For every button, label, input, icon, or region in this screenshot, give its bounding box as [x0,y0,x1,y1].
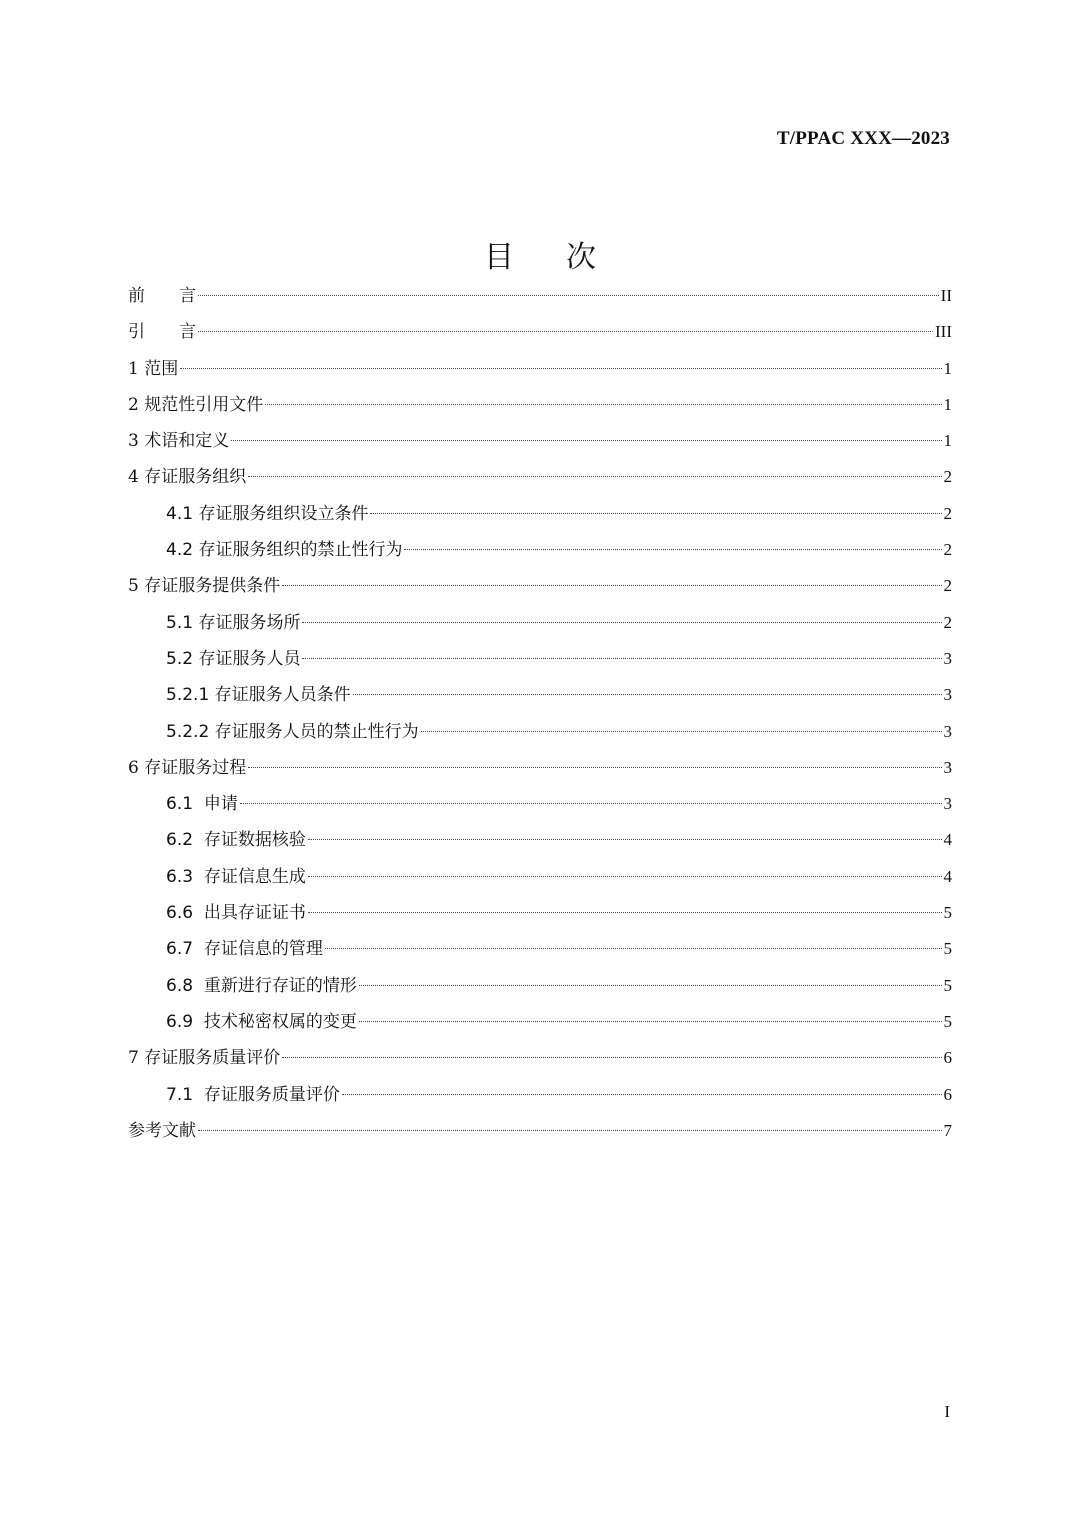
toc-entry-label: 6.8 重新进行存证的情形 [166,975,357,996]
toc-dot-leader [248,767,941,768]
toc-entry-page: 5 [943,1011,952,1031]
toc-entry[interactable] [128,459,952,495]
toc-entry-label: 4.2 存证服务组织的禁止性行为 [166,540,403,561]
toc-entry-label: 4 存证服务组织 [128,467,247,488]
toc-entry[interactable] [128,750,952,786]
toc-entry-label: 前 言 [128,286,196,306]
toc-entry-page: 7 [943,1120,952,1140]
toc-entry[interactable] [128,786,952,822]
toc-entry[interactable] [128,968,952,1004]
toc-entry[interactable] [128,931,952,967]
toc-dot-leader [248,476,941,477]
toc-entry[interactable] [128,822,952,858]
toc-entry-label: 6.3 存证信息生成 [166,866,306,887]
toc-entry-label: 7.1 存证服务质量评价 [166,1084,340,1105]
toc-entry-page: 3 [943,648,952,668]
toc-entry-page: 1 [943,431,952,451]
toc-entry-page: 3 [943,794,952,814]
toc-entry-label: 6.2 存证数据核验 [166,830,306,851]
page-title: 目次 [484,240,648,275]
toc-entry-page: 4 [943,866,952,886]
toc-entry-label: 参考文献 [128,1120,196,1141]
toc-dot-leader [308,912,942,913]
toc-entry-page: 1 [943,358,952,378]
toc-entry-page: 3 [943,685,952,705]
toc-dot-leader [421,731,942,732]
toc-entry-page: 3 [943,721,952,741]
toc-entry[interactable] [128,1004,952,1040]
toc-dot-leader [282,1057,941,1058]
toc-entry-label: 引 言 [128,322,196,343]
toc-dot-leader [198,295,939,296]
toc-entry-page: III [935,322,952,342]
toc-dot-leader [180,368,941,369]
toc-dot-leader [240,803,942,804]
toc-entry-page: 2 [943,467,952,487]
toc-entry-label: 5.1 存证服务场所 [166,612,301,633]
toc-entry[interactable] [128,532,952,568]
toc-entry[interactable] [128,1040,952,1076]
toc-entry-page: II [940,286,952,305]
toc-entry-page: 2 [943,540,952,560]
toc-entry[interactable] [128,895,952,931]
toc-entry-page: 3 [943,757,952,777]
toc-entry-page: 6 [943,1048,952,1068]
toc-entry[interactable] [128,387,952,423]
toc-dot-leader [198,331,933,332]
toc-entry-page: 2 [943,612,952,632]
toc-dot-leader [282,585,941,586]
toc-entry[interactable] [128,641,952,677]
toc-entry-label: 6.6 出具存证证书 [166,903,306,924]
toc-dot-leader [325,948,942,949]
toc-entry-label: 2 规范性引用文件 [128,394,264,415]
toc-dot-leader [231,440,941,441]
toc-entry[interactable] [128,677,952,713]
toc-entry-label: 5.2.2 存证服务人员的禁止性行为 [166,721,419,742]
toc-dot-leader [370,513,941,514]
toc-entry[interactable] [128,714,952,750]
toc-entry[interactable] [128,605,952,641]
toc-entry-label: 5.2 存证服务人员 [166,648,301,669]
document-code: T/PPAC XXX—2023 [776,128,950,149]
toc-entry-page: 2 [943,576,952,596]
toc-dot-leader [342,1094,942,1095]
toc-entry[interactable] [128,568,952,604]
toc-dot-leader [404,549,941,550]
toc-dot-leader [308,839,942,840]
toc-dot-leader [302,658,941,659]
toc-entry-page: 6 [943,1084,952,1104]
page-number: I [944,1402,950,1421]
toc-entry[interactable] [128,314,952,350]
toc-dot-leader [302,622,941,623]
toc-entry[interactable] [128,278,952,314]
toc-entry-label: 6.1 申请 [166,794,238,815]
toc-dot-leader [359,1021,942,1022]
toc-dot-leader [353,694,942,695]
toc-entry-page: 5 [943,975,952,995]
toc-entry-page: 4 [943,830,952,850]
toc-entry-label: 6.7 存证信息的管理 [166,939,323,960]
toc-entry-label: 7 存证服务质量评价 [128,1048,281,1069]
toc-entry-page: 5 [943,903,952,923]
toc-entry[interactable] [128,1113,952,1149]
toc-entry-label: 5 存证服务提供条件 [128,576,281,597]
toc-entry-page: 5 [943,939,952,959]
toc-entry[interactable] [128,859,952,895]
toc-entry-label: 4.1 存证服务组织设立条件 [166,503,369,524]
toc-entry-page: 1 [943,394,952,414]
toc-entry[interactable] [128,496,952,532]
toc-entry[interactable] [128,1077,952,1113]
toc-entry-label: 6.9 技术秘密权属的变更 [166,1011,357,1032]
toc-dot-leader [265,404,941,405]
toc-entry[interactable] [128,351,952,387]
toc-entry-label: 1 范围 [128,358,179,379]
toc-entry-label: 5.2.1 存证服务人员条件 [166,685,351,706]
toc-entry-label: 6 存证服务过程 [128,757,247,778]
toc-dot-leader [308,876,942,877]
toc-entry[interactable] [128,423,952,459]
toc-entry-page: 2 [943,503,952,523]
toc-dot-leader [359,985,942,986]
table-of-contents [128,278,952,1149]
toc-dot-leader [198,1130,942,1131]
toc-entry-label: 3 术语和定义 [128,431,230,452]
